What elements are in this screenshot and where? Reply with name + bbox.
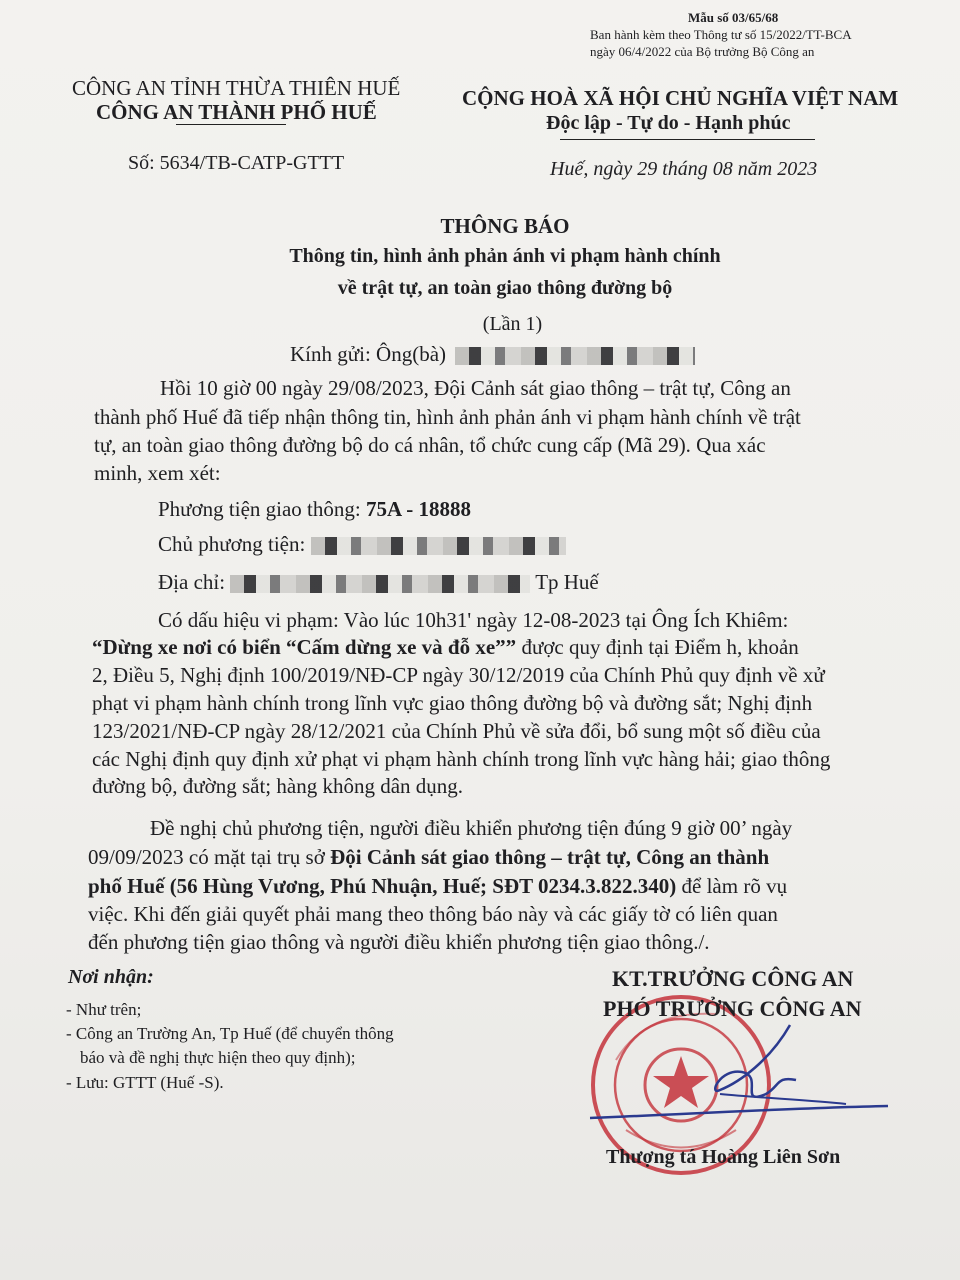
violation-line-4: phạt vi phạm hành chính trong lĩnh vực giao thông đường bộ và đường sắt; Nghị định <box>92 691 813 715</box>
address-city: Tp Huế <box>535 570 599 594</box>
violation-line-2 <box>92 634 799 661</box>
redacted-name <box>455 347 695 365</box>
signer-name: Thượng tá Hoàng Liên Sơn <box>606 1146 841 1168</box>
address-label: Địa chỉ: <box>158 570 231 594</box>
intro-line-2: thành phố Huế đã tiếp nhận thông tin, hình ảnh phản ánh vi phạm hành chính về trật <box>94 405 801 429</box>
violation-line-3: 2, Điều 5, Nghị định 100/2019/NĐ-CP ngày 30/12/2019 của Chính Phủ quy định về xử <box>92 663 825 687</box>
motto-underline <box>560 139 815 140</box>
document-title: THÔNG BÁO <box>440 214 570 238</box>
document-number: Số: 5634/TB-CATP-GTTT <box>128 152 345 174</box>
intro-line-3: tự, an toàn giao thông đường bộ do cá nhân, tổ chức cung cấp (Mã 29). Qua xác <box>94 433 766 457</box>
owner-label: Chủ phương tiện: <box>158 532 311 556</box>
vehicle-row <box>158 496 471 523</box>
signature-title-1: KT.TRƯỞNG CÔNG AN <box>612 966 854 991</box>
recipients-title: Nơi nhận: <box>68 966 154 988</box>
request-line-2-start: 09/09/2023 có mặt tại trụ sở <box>88 845 331 869</box>
national-title: CỘNG HOÀ XÃ HỘI CHỦ NGHĨA VIỆT NAM <box>462 86 899 110</box>
violation-line-5: 123/2021/NĐ-CP ngày 28/12/2021 của Chính Phủ về sửa đổi, bổ sung một số điều của <box>92 719 821 743</box>
recipient-2: - Công an Trường An, Tp Huế (để chuyển thông <box>66 1024 394 1043</box>
request-office: Đội Cảnh sát giao thông – trật tự, Công an thành <box>330 845 770 869</box>
request-line-3-end: để làm rõ vụ <box>676 874 788 898</box>
violation-line-1: Có dấu hiệu vi phạm: Vào lúc 10h31' ngày 12-08-2023 tại Ông Ích Khiêm: <box>158 608 789 632</box>
agency-name: CÔNG AN THÀNH PHỐ HUẾ <box>96 100 377 124</box>
national-motto: Độc lập - Tự do - Hạnh phúc <box>546 112 791 134</box>
vehicle-label: Phương tiện giao thông: <box>158 497 366 521</box>
salutation <box>290 341 695 368</box>
address-row <box>158 569 599 596</box>
request-address: phố Huế (56 Hùng Vương, Phú Nhuận, Huế; SĐT 0234.3.822.340) <box>88 874 677 898</box>
violation-line-7: đường bộ, đường sắt; hàng không dân dụng. <box>92 774 464 798</box>
owner-row <box>158 531 566 558</box>
agency-underline <box>176 124 286 125</box>
request-line-4: việc. Khi đến giải quyết phải mang theo thông báo này và các giấy tờ có liên quan <box>88 902 778 926</box>
document-subtitle-1: Thông tin, hình ảnh phản ánh vi phạm hành chính <box>289 245 721 267</box>
salutation-label: Kính gửi: Ông(bà) <box>290 342 447 366</box>
agency-parent: CÔNG AN TỈNH THỪA THIÊN HUẾ <box>72 76 401 100</box>
intro-line-4: minh, xem xét: <box>94 461 221 485</box>
signature-title-2: PHÓ TRƯỞNG CÔNG AN <box>603 996 862 1021</box>
handwritten-signature <box>570 1020 900 1130</box>
form-reference-line-2: ngày 06/4/2022 của Bộ trưởng Bộ Công an <box>590 44 815 59</box>
request-line-1: Đề nghị chủ phương tiện, người điều khiển phương tiện đúng 9 giờ 00’ ngày <box>150 816 793 840</box>
recipient-3: - Lưu: GTTT (Huế -S). <box>66 1073 224 1092</box>
violation-line-6: các Nghị định quy định xử phạt vi phạm hành chính trong lĩnh vực hàng hải; giao thông <box>92 747 831 771</box>
form-reference-line-1: Ban hành kèm theo Thông tư số 15/2022/TT-BCA <box>590 27 852 42</box>
intro-line-1: Hồi 10 giờ 00 ngày 29/08/2023, Đội Cảnh sát giao thông – trật tự, Công an <box>160 376 791 400</box>
notice-round: (Lần 1) <box>482 313 543 335</box>
request-line-3 <box>88 873 787 900</box>
violation-description: “Dừng xe nơi có biển “Cấm dừng xe và đỗ xe”” <box>92 635 517 659</box>
recipient-1: - Như trên; <box>66 1000 142 1019</box>
recipient-2-cont: báo và đề nghị thực hiện theo quy định); <box>80 1048 356 1067</box>
request-line-5: đến phương tiện giao thông và người điều khiển phương tiện giao thông./. <box>88 930 710 954</box>
form-number: Mẫu số 03/65/68 <box>688 10 779 25</box>
request-line-2 <box>88 844 769 871</box>
document-subtitle-2: về trật tự, an toàn giao thông đường bộ <box>337 277 673 299</box>
redacted-address <box>230 575 530 593</box>
vehicle-plate: 75A - 18888 <box>365 497 471 521</box>
violation-line-2-rest: được quy định tại Điểm h, khoản <box>516 635 799 659</box>
redacted-owner <box>311 537 566 555</box>
document-date: Huế, ngày 29 tháng 08 năm 2023 <box>550 158 818 180</box>
